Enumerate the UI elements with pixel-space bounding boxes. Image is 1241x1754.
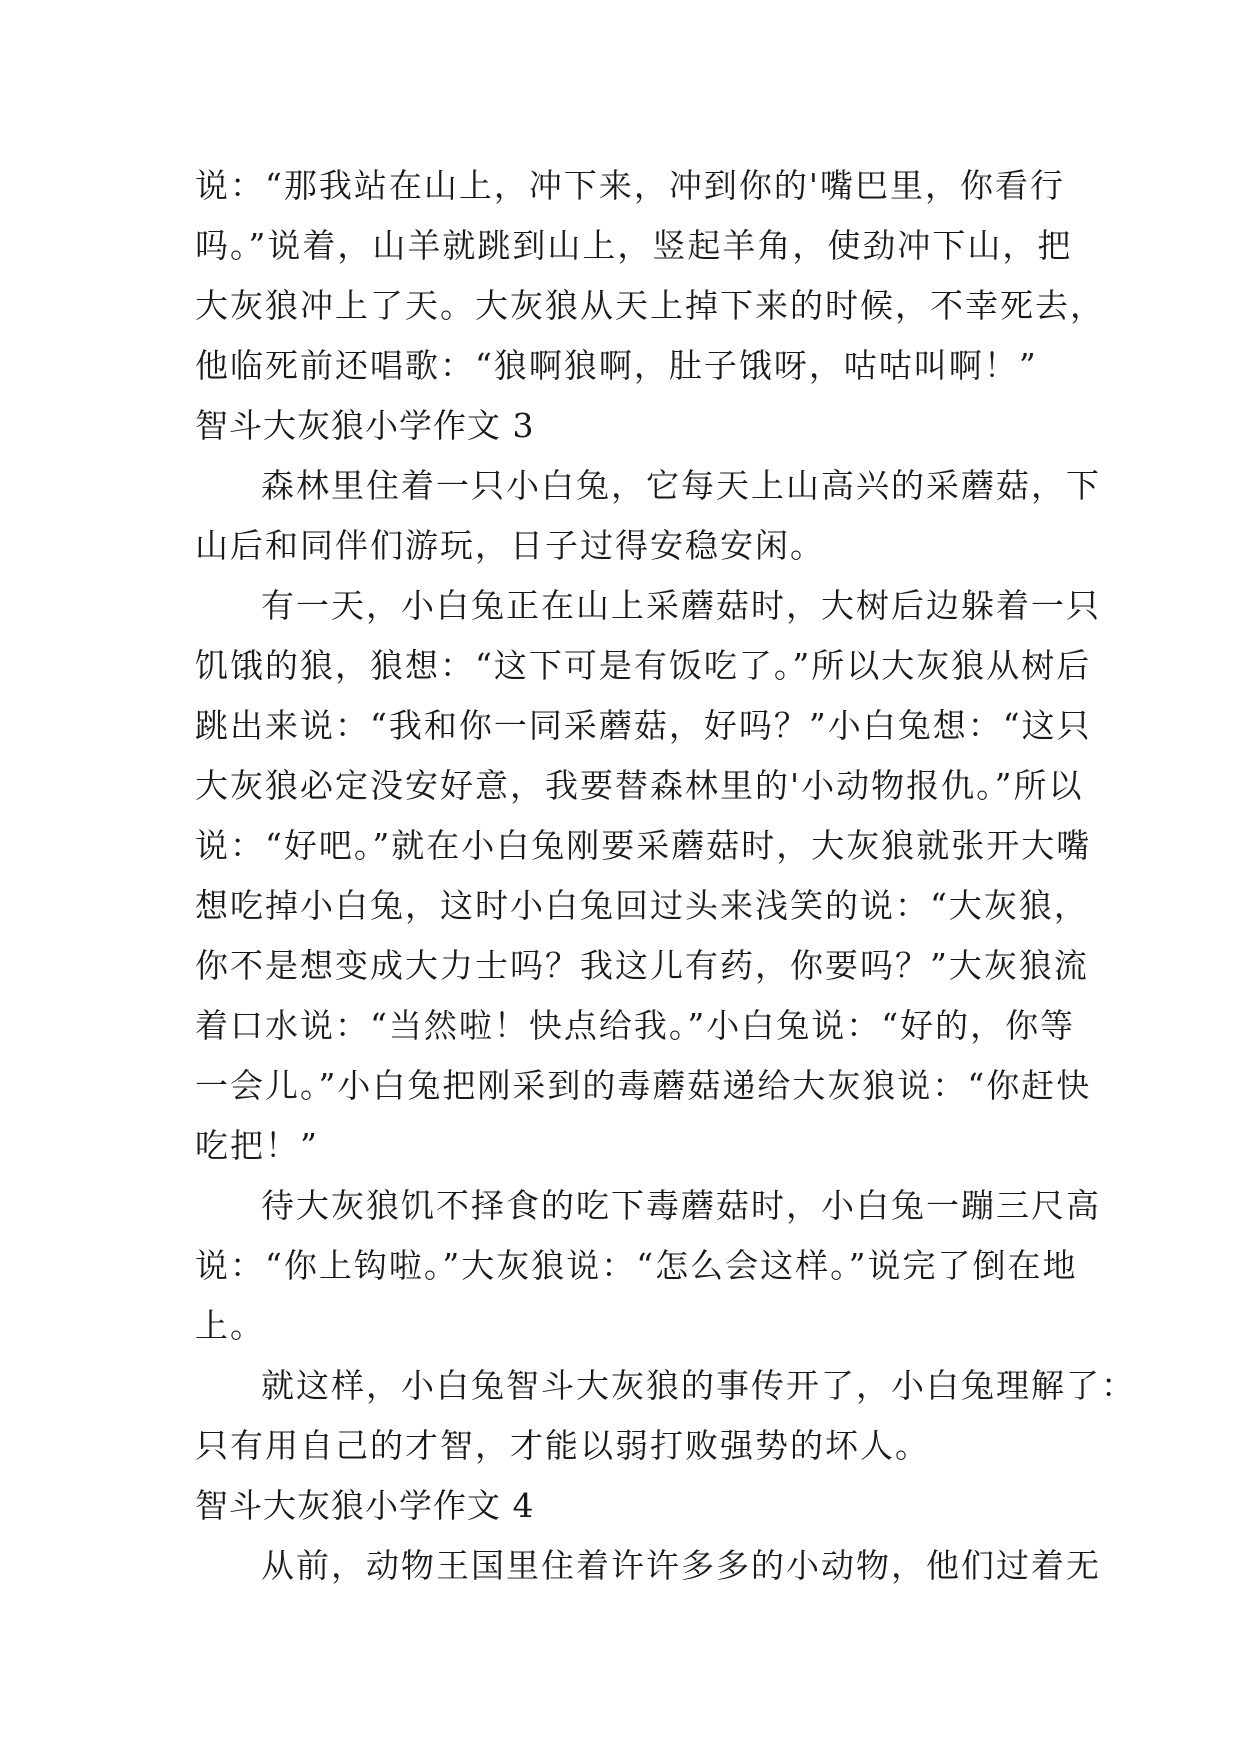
text-line: 你不是想变成大力士吗？我这儿有药，你要吗？”大灰狼流 [195,946,1089,985]
section-heading: 智斗大灰狼小学作文 3 [195,406,535,445]
text-line: 上。 [195,1306,265,1345]
text-line: 说：“你上钩啦。”大灰狼说：“怎么会这样。”说完了倒在地 [195,1246,1078,1285]
text-line: 待大灰狼饥不择食的吃下毒蘑菇时，小白兔一蹦三尺高 [261,1186,1101,1225]
text-line: 大灰狼冲上了天。大灰狼从天上掉下来的时候，不幸死去， [195,286,1105,325]
text-line: 他临死前还唱歌：“狼啊狼啊，肚子饿呀，咕咕叫啊！” [195,346,1038,385]
text-line: 大灰狼必定没安好意，我要替森林里的'小动物报仇。”所以 [195,766,1084,805]
text-line: 说：“好吧。”就在小白兔刚要采蘑菇时，大灰狼就张开大嘴 [195,826,1092,865]
text-line: 想吃掉小白兔，这时小白兔回过头来浅笑的说：“大灰狼， [195,886,1089,925]
text-line: 跳出来说：“我和你一同采蘑菇，好吗？”小白兔想：“这只 [195,706,1092,745]
text-line: 说：“那我站在山上，冲下来，冲到你的'嘴巴里，你看行 [195,166,1065,205]
text-line: 森林里住着一只小白兔，它每天上山高兴的采蘑菇，下 [261,466,1101,505]
text-line: 有一天，小白兔正在山上采蘑菇时，大树后边躲着一只 [261,586,1101,625]
text-line: 吃把！” [195,1126,319,1165]
text-line: 山后和同伴们游玩，日子过得安稳安闲。 [195,526,825,565]
document-body [195,156,1136,1596]
text-line: 从前，动物王国里住着许许多多的小动物，他们过着无 [261,1546,1101,1585]
text-line: 一会儿。”小白兔把刚采到的毒蘑菇递给大灰狼说：“你赶快 [195,1066,1092,1105]
section-heading: 智斗大灰狼小学作文 4 [195,1486,535,1525]
text-line: 饥饿的狼，狼想：“这下可是有饭吃了。”所以大灰狼从树后 [195,646,1092,685]
text-line: 吗。”说着，山羊就跳到山上，竖起羊角，使劲冲下山，把 [195,226,1073,265]
text-line: 只有用自己的才智，才能以弱打败强势的坏人。 [195,1426,930,1465]
text-line: 就这样，小白兔智斗大灰狼的事传开了，小白兔理解了： [261,1366,1136,1405]
text-line: 着口水说：“当然啦！快点给我。”小白兔说：“好的，你等 [195,1006,1076,1045]
